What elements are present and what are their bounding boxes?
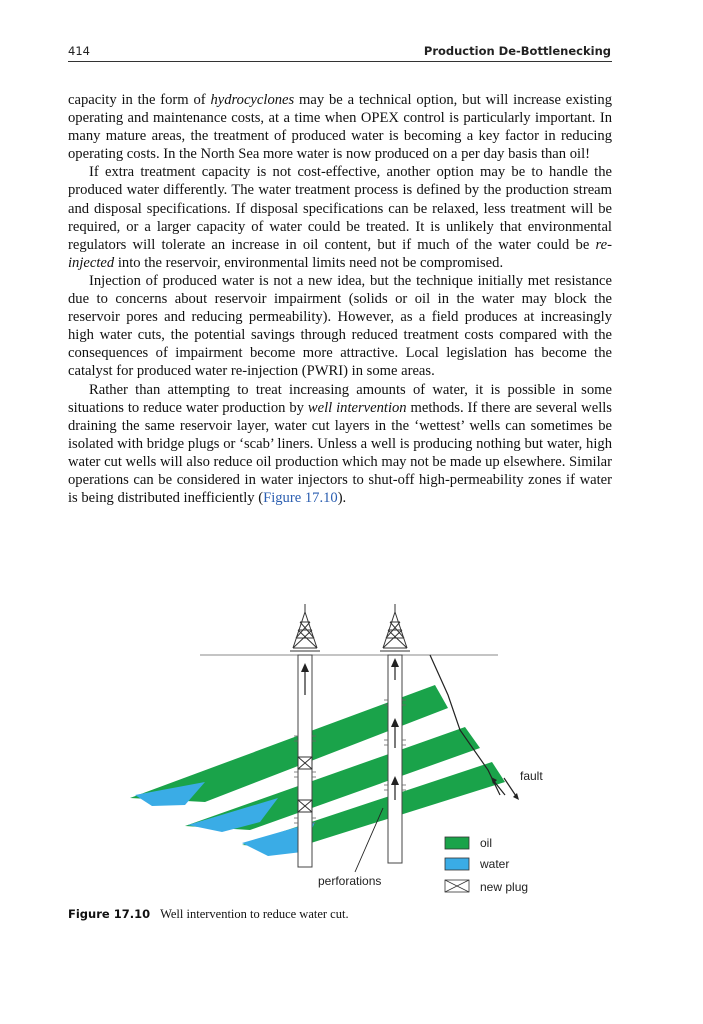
text-run: methods. If there are several wells draining the same reservoir layer, water cut layers in the ‘wettest’ wells can sometimes be isolated with bridge plugs or ‘scab’ liners. Unless a well is producing nothing but water, high water cut wells will also reduce oil production which may not be made up elsewhere. Similar operations can be considered in water injectors to shut-off high-permeability zones if water is being distributed inefficiently ( bbox=[68, 399, 612, 507]
body-text bbox=[68, 91, 612, 507]
header-rule bbox=[68, 61, 612, 62]
legend-item-plug bbox=[445, 880, 528, 894]
figure-well-intervention bbox=[130, 600, 550, 910]
new-plug-upper bbox=[298, 757, 312, 769]
emphasis-term: re-injected bbox=[68, 236, 612, 271]
paragraph bbox=[68, 163, 612, 272]
right-well bbox=[380, 604, 410, 863]
right-well-casing bbox=[388, 655, 402, 863]
right-derrick bbox=[380, 604, 410, 651]
legend-label-water: water bbox=[480, 857, 510, 871]
legend-label-oil: oil bbox=[480, 836, 493, 850]
text-run: Rather than attempting to treat increasing amounts of water, it is possible in some situations to reduce water production by bbox=[68, 381, 612, 416]
left-derrick bbox=[290, 604, 320, 651]
legend-swatch-plug bbox=[445, 880, 469, 892]
text-run: may be a technical option, but will increase existing operating and maintenance costs, at a time when OPEX control is particularly important. In many mature areas, the treatment of produced water is becoming a key factor in reducing operating costs. In the North Sea more water is now produced on a per day basis than oil! bbox=[68, 92, 612, 163]
emphasis-term: hydrocyclones bbox=[210, 92, 295, 108]
running-head: Production De-Bottlenecking bbox=[423, 44, 611, 58]
figure-caption bbox=[68, 907, 349, 922]
legend-item-water bbox=[445, 857, 509, 871]
new-plug-lower bbox=[298, 800, 312, 812]
figure-caption-text: Well intervention to reduce water cut. bbox=[160, 907, 349, 921]
legend-label-plug: new plug bbox=[480, 880, 529, 894]
text-run: capacity in the form of bbox=[68, 92, 211, 108]
figure-reference-link[interactable]: Figure 17.10 bbox=[263, 490, 338, 507]
paragraph bbox=[68, 272, 612, 381]
page-number: 414 bbox=[68, 44, 90, 58]
emphasis-term: well intervention bbox=[307, 399, 407, 416]
text-run: Injection of produced water is not a new idea, but the technique initially met resistance due to concerns about reservoir impairment (solids or oil in the water may block the reservoir pores and reducing permeability). However, as a field produces at increasingly high water cuts, the potential savings through reduced treatment costs compared with the consequences of impairment become more attractive. Local legislation has become the catalyst for produced water re-injection (PWRI) in some areas. bbox=[68, 272, 612, 380]
text-run: into the reservoir, environmental limits need not be compromised. bbox=[114, 254, 504, 271]
text-run: If extra treatment capacity is not cost-effective, another option may be to handle the produced water differently. The water treatment process is defined by the production stream and disposal specifications. If disposal specifications can be relaxed, less treatment will be required, or a larger capacity of water could be treated. It is unlikely that environmental regulators will tolerate an increase in oil content, but if much of the water could be bbox=[68, 164, 612, 253]
paragraph bbox=[68, 91, 612, 163]
legend-swatch-oil bbox=[445, 837, 469, 849]
legend bbox=[445, 836, 528, 894]
legend-item-oil bbox=[445, 836, 492, 850]
layer-2-water bbox=[188, 798, 278, 832]
perforations-label: perforations bbox=[318, 874, 382, 888]
fault-label: fault bbox=[520, 769, 543, 783]
text-run: ). bbox=[337, 490, 347, 507]
paragraph bbox=[68, 381, 612, 508]
legend-swatch-water bbox=[445, 858, 469, 870]
figure-caption-label: Figure 17.10 bbox=[68, 907, 151, 921]
fault-arrows bbox=[491, 777, 519, 800]
